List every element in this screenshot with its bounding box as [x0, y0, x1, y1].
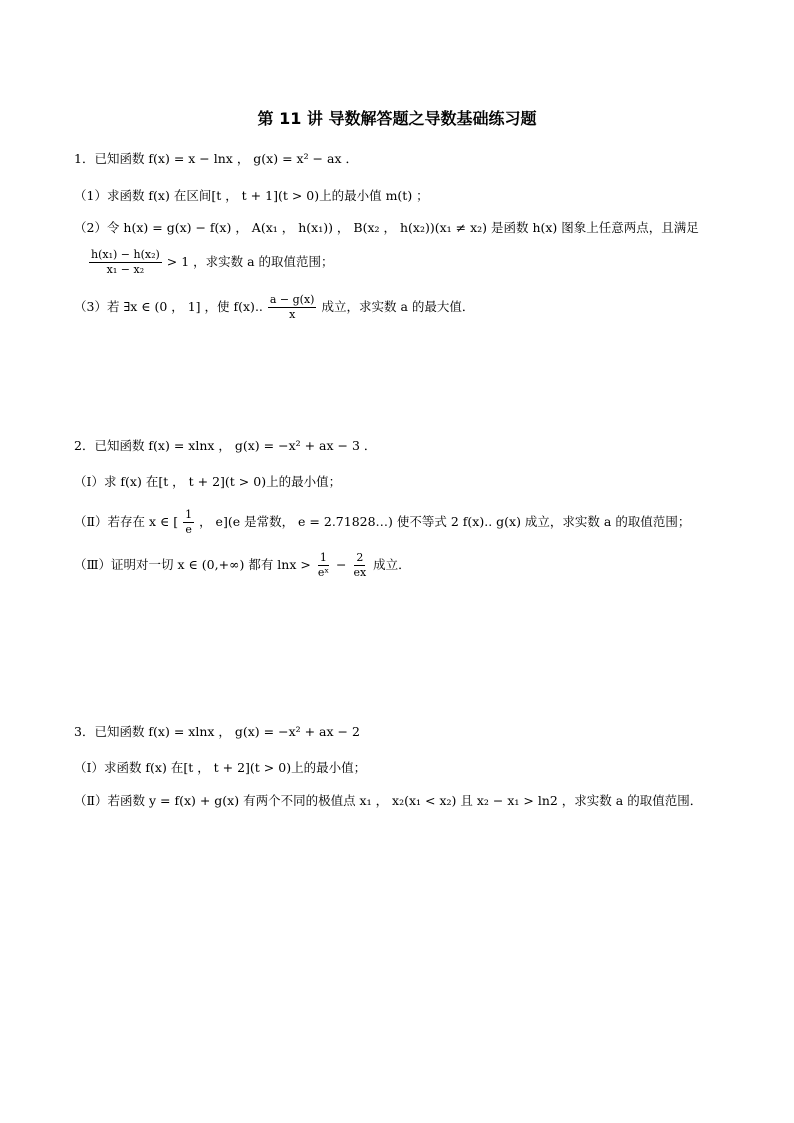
q2-part2-head: （Ⅱ）若存在 x ∈ [: [74, 514, 179, 529]
q1-part3-fraction: [268, 293, 317, 322]
q2-part2: [74, 508, 690, 537]
q1-part3: [74, 293, 474, 322]
q1-part2-condition: [88, 248, 334, 277]
fraction-numerator: 2: [356, 551, 364, 564]
q1-stem: 1．已知函数 f(x) = x − lnx ， g(x) = x² − ax ．: [74, 151, 358, 166]
q2-part3-fraction-1: [316, 551, 331, 580]
q1-part3-head: （3）若 ∃x ∈ (0 ， 1] ，使 f(x)..: [74, 299, 263, 314]
fraction-numerator: 1: [185, 508, 193, 521]
fraction-denominator: ex: [353, 566, 367, 579]
fraction-denominator: e: [185, 523, 192, 536]
fraction-numerator: h(x₁) − h(x₂): [91, 248, 160, 261]
q1-part2-condition-text: > 1 ，求实数 a 的取值范围；: [166, 254, 334, 269]
fraction-denominator: eˣ: [317, 566, 329, 579]
fraction-numerator: a − g(x): [269, 293, 315, 306]
q2-part3-head: （Ⅲ）证明对一切 x ∈ (0,+∞) 都有 lnx >: [74, 557, 311, 572]
q3-part1: （Ⅰ）求函数 f(x) 在[t ， t + 2](t > 0)上的最小值；: [74, 760, 367, 775]
fraction-numerator: 1: [319, 551, 327, 564]
q1-part2-fraction: [89, 248, 162, 277]
q1-part1: （1）求函数 f(x) 在区间[t ， t + 1](t > 0)上的最小值 m(t) ；: [74, 188, 429, 203]
minus-sign: −: [335, 557, 347, 572]
q2-part3-fraction-2: [351, 551, 368, 580]
page-title: 第 11 讲 导数解答题之导数基础练习题: [257, 109, 537, 128]
fraction-denominator: x: [289, 308, 296, 321]
q1-part3-tail: 成立，求实数 a 的最大值．: [321, 299, 475, 314]
q2-part3: [74, 551, 411, 580]
q1-part2: （2）令 h(x) = g(x) − f(x) ， A(x₁ ， h(x₁)) ， B(x₂ ， h(x₂))(x₁ ≠ x₂) 是函数 h(x) 图象上任意两点，且满足: [74, 220, 699, 235]
q2-stem: 2．已知函数 f(x) = xlnx ， g(x) = −x² + ax − 3 ．: [74, 438, 377, 453]
q3-part2: （Ⅱ）若函数 y = f(x) + g(x) 有两个不同的极值点 x₁ ， x₂(x₁ < x₂) 且 x₂ − x₁ > ln2 ，求实数 a 的取值范围．: [74, 793, 703, 808]
q2-part3-tail: 成立．: [373, 557, 411, 572]
fraction-denominator: x₁ − x₂: [106, 263, 145, 276]
q3-stem: 3．已知函数 f(x) = xlnx ， g(x) = −x² + ax − 2: [74, 724, 360, 739]
q2-part2-fraction: [183, 508, 194, 537]
q2-part1: （Ⅰ）求 f(x) 在[t ， t + 2](t > 0)上的最小值；: [74, 474, 342, 489]
q2-part2-tail: ， e](e 是常数， e = 2.71828…) 使不等式 2 f(x).. g(x) 成立，求实数 a 的取值范围；: [199, 514, 691, 529]
